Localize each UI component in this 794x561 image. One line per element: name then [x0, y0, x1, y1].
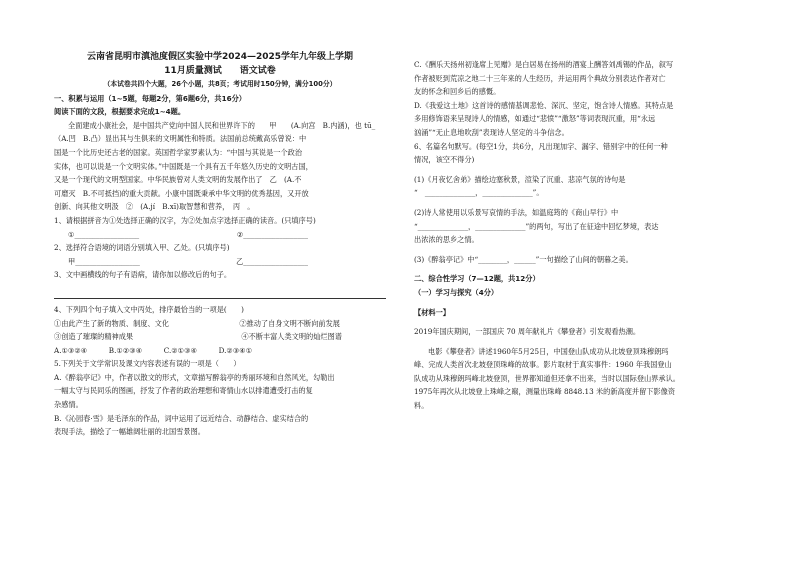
- q5-option-d: 汹涌”“无止息地吹刮”表现诗人坚定的斗争信念。: [414, 127, 569, 137]
- q5-option-d: 多用修饰语来呈现诗人的情感，如通过“悲愤”“激怒”等词表现沉重，用“永远: [414, 114, 656, 124]
- q4-option-1: ①由此产生了新的物质、制度、文化: [54, 318, 170, 328]
- material-paragraph: 料。: [414, 401, 429, 411]
- q6-item-2-blanks[interactable]: “______________，______________”的两句，写出了在征途中回忆梦境，表达: [414, 221, 659, 231]
- q5-option-b: 表现手法，描绘了一幅雄阔壮丽的北国雪景图。: [54, 427, 205, 437]
- passage-line: 全面建成小康社会，是中国共产党向中国人民和世界许下的 甲 (A.向宫 B.内涵)，也 tū_: [68, 120, 376, 130]
- exam-note: （本试卷共四个大题，26个小题，共8页；考试用时150分钟，满分100分）: [103, 80, 337, 88]
- question-5: 5.下列关于文学常识及课文内容表述有误的一项是（ ）: [54, 359, 241, 369]
- q4-answer-choices: A.①③②④ B.①②③④ C.②①③④ D.②③④①: [54, 345, 253, 355]
- exam-title-line2: 11月质量测试 语文试卷: [164, 66, 276, 76]
- right-column: [414, 58, 752, 413]
- passage-line: 实体，也可以说是一个文明实体。”中国既是一个具有五千年悠久历史的文明古国，: [54, 161, 313, 171]
- q5-option-a: 杂感情。: [54, 400, 83, 410]
- q5-option-c: 作者被贬到荒凉之地二十三年来的人生经历，并运用两个典故分别表达作者对亡: [414, 73, 666, 83]
- passage-line: 可磨灭 B.不可抵挡)的重大贡献。小康中国既秉承中华文明的优秀基因，又开放: [54, 188, 309, 198]
- q5-option-a: A.《醉翁亭记》中，作者以散文的形式，文章描写醉翁亭的秀丽环境和自然风光，勾勒出: [54, 372, 335, 382]
- q4-option-2: ②推动了自身文明不断向前发展: [239, 318, 340, 328]
- q5-option-c: 友的怀念和回乡后的感慨。: [414, 87, 501, 97]
- answer-blank-1a[interactable]: ①__________________: [68, 229, 140, 239]
- passage-line: 国是一个比历史还古老的国家。英国哲学家罗素认为：“中国与其说是一个政治: [54, 147, 303, 157]
- left-column: [54, 50, 386, 439]
- answer-blank-1b[interactable]: ②__________________: [236, 229, 308, 239]
- q6-item-1: (1)《月夜忆舍弟》描绘边塞秋景，渲染了沉重、悲凉气氛的诗句是: [414, 174, 626, 184]
- material-paragraph: 电影《攀登者》讲述1960年5月25日，中国登山队成功从北坡登顶珠穆朗玛: [428, 346, 669, 356]
- question-1: 1、请根据拼音为①处选择正确的汉字，为②处加点字选择正确的读音。(只填序号): [54, 215, 316, 225]
- answer-blank-2a[interactable]: 甲__________________: [68, 256, 140, 266]
- q6-item-2-cont: 出浓浓的思乡之情。: [414, 235, 479, 245]
- reading-passage: [54, 119, 386, 214]
- material-paragraph: 峰、完成人类首次北坡登顶珠峰的故事。影片取材于真实事件：1960 年我国登山: [414, 360, 672, 370]
- q4-option-4: ④不断丰富人类文明的灿烂图谱: [241, 332, 342, 342]
- section-1-heading: 一、积累与运用（1~5题，每题2分，第6题6分，共16分）: [54, 93, 246, 103]
- subsection-heading: （一）学习与探究（4分）: [414, 287, 499, 297]
- q4-option-3: ③创造了璀璨的精神成果: [54, 332, 134, 342]
- question-2: 2、选择符合语境的词语分别填入甲、乙处。(只填序号): [54, 243, 230, 253]
- exam-title-line1: 云南省昆明市滇池度假区实验中学2024—2025学年九年级上学期: [86, 52, 354, 62]
- passage-line: 又是一个现代的文明型国家。中华民族曾对人类文明的发展作出了 乙 (A.不: [54, 175, 302, 185]
- section-1-instruction: 阅读下面的文段，根据要求完成1~4题。: [54, 107, 186, 117]
- q6-item-1-blanks[interactable]: “ ______________，______________”。: [414, 188, 544, 198]
- answer-line[interactable]: [54, 288, 386, 299]
- q6-item-3[interactable]: (3)《醉翁亭记》中“________，______”一句描绘了山间的朝暮之美。: [414, 254, 633, 264]
- material-paragraph: 1975年再次从北坡登上珠峰之巅，测量出珠峰 8848.13 米的新高度并留下影像资: [414, 387, 676, 397]
- material-paragraph: 队成功从珠穆朗玛峰北坡登顶，世界都知道但还拿不出来，当时以国际登山界承认。: [414, 373, 680, 383]
- q6-item-2: (2)诗人常使用以乐景写哀情的手法，如温庭筠的《商山早行》中: [414, 207, 619, 217]
- answer-blank-2b[interactable]: 乙__________________: [236, 256, 308, 266]
- passage-line: （A.凹 B.凸）显出其与生俱来的文明属性和特质。法国前总统戴高乐曾说：中: [54, 134, 307, 144]
- q5-option-d: D.《我爱这土地》这首诗的感情基调悲怆、深沉、坚定，饱含诗人情感。其特点是: [414, 100, 674, 110]
- question-3: 3、文中画横线的句子有语病，请你加以修改后的句子。: [54, 270, 232, 280]
- section-2-heading: 二、综合性学习（7—12题，共12分）: [414, 274, 540, 284]
- q5-option-c: C.《酬乐天扬州初逢席上见赠》是白居易在扬州的酒宴上酬答刘禹锡的作品，叙写: [414, 60, 674, 69]
- q5-option-a: 一幅太守与民同乐的图画，抒发了作者的政治理想和寄情山水以排遣遭受打击的复: [54, 386, 313, 396]
- passage-line: 创新、向其他文明汲 ② (A.jí B.xī)取智慧和营养， 丙 。: [54, 202, 255, 212]
- q5-option-b: B.《沁园春·雪》是毛泽东的作品，词中运用了远近结合、动静结合、虚实结合的: [54, 413, 309, 423]
- question-4: 4、下列四个句子填入文中丙处，排序最恰当的一项是( ): [54, 304, 244, 314]
- material-intro: 2019年国庆期间，一部国庆 70 周年献礼片《攀登者》引发观看热潮。: [414, 327, 641, 337]
- question-6-cont: 情况，该空不得分): [414, 155, 475, 165]
- material-label: 【材料一】: [414, 307, 450, 317]
- question-6: 6、名篇名句默写。(每空1分，共6分，凡出现加字、漏字、错别字中的任何一种: [414, 141, 668, 151]
